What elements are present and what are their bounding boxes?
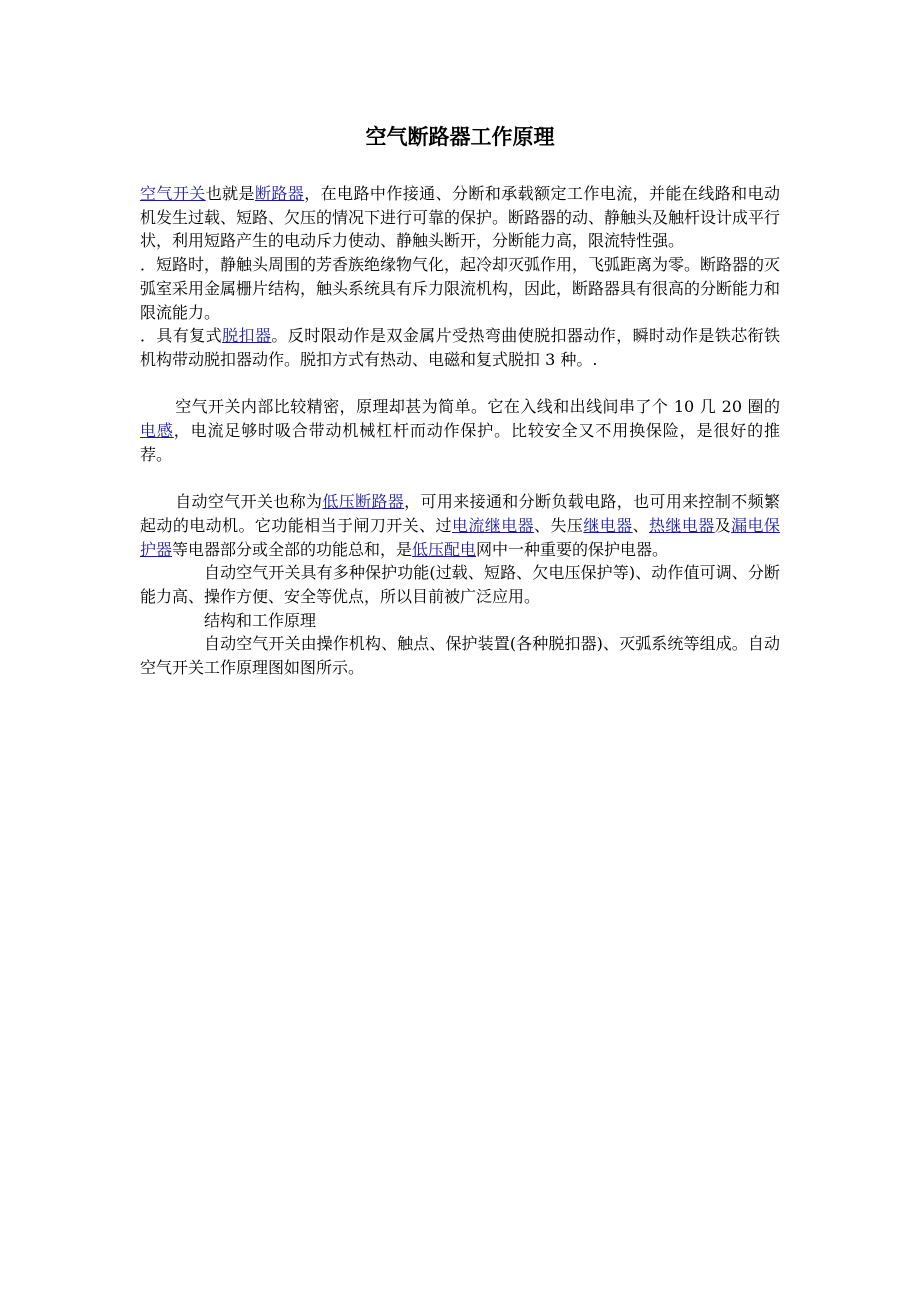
text-segment: 网中一种重要的保护电器。 — [476, 539, 669, 559]
text-segment: ．具有复式 — [140, 326, 223, 346]
link-circuit-breaker[interactable]: 断路器 — [254, 184, 305, 203]
link-air-switch[interactable]: 空气开关 — [140, 184, 206, 203]
paragraph-gap — [140, 372, 780, 396]
link-current-relay[interactable]: 电流继电器 — [451, 515, 535, 535]
paragraph-release — [140, 324, 780, 371]
section-heading-structure: 结构和工作原理 — [204, 610, 317, 630]
text-segment: 。反时限动作是双金属片受热弯曲使脱扣器动作，瞬时动作是铁芯衔铁机构带动脱扣器动作。脱扣方式有热动、电磁和复式脱扣 3 种。. — [140, 326, 780, 369]
link-release-device[interactable]: 脱扣器 — [222, 326, 272, 346]
link-low-voltage-breaker[interactable]: 低压断路器 — [322, 492, 405, 512]
paragraph-automatic-switch — [140, 490, 780, 561]
document-body — [140, 182, 780, 680]
paragraph-structure: 自动空气开关由操作机构、触点、保护装置(各种脱扣器)、灭弧系统等组成。自动空气开关工作原理图如图所示。 — [140, 634, 780, 678]
text-segment: 、 — [632, 515, 649, 535]
text-segment: 及 — [714, 515, 732, 535]
link-relay[interactable]: 继电器 — [583, 515, 633, 535]
text-segment: 空气开关内部比较精密，原理却甚为简单。它在入线和出线间串了个 10 几 20 圈的 — [175, 397, 780, 417]
paragraph-short-circuit: ．短路时，静触头周围的芳香族绝缘物气化，起冷却灭弧作用，飞弧距离为零。断路器的灭弧室采用金属栅片结构，触头系统具有斥力限流机构，因此，断路器具有很高的分断能力和限流能力。 — [140, 255, 781, 322]
paragraph-internal — [140, 395, 780, 466]
text-segment: ，在电路中作接通、分断和承载额定工作电流，并能在线路和电动机发生过载、短路、欠压的情况下进行可靠的保护。断路器的动、静触头及触杆设计成平行状，利用短路产生的电动斥力使动、静触头断开，分断能力高，限流特性强。 — [140, 184, 781, 251]
paragraph-intro — [140, 182, 780, 253]
page-title: 空气断路器工作原理 — [365, 125, 555, 149]
text-segment: ，可用来接通和分断负载电路，也可用来控制不频繁起动的电动机。它功能相当于闸刀开关、过 — [140, 492, 780, 535]
text-segment: 、失压 — [534, 515, 584, 535]
text-segment: 自动空气开关也称为 — [175, 492, 323, 512]
text-segment: 也就是 — [205, 184, 255, 203]
link-leakage-protector[interactable]: 漏电保护器 — [140, 515, 780, 559]
text-segment: ，电流足够时吸合带动机械杠杆而动作保护。比较安全又不用换保险，是很好的推荐。 — [140, 421, 780, 464]
paragraph-protection-functions: 自动空气开关具有多种保护功能(过载、短路、欠电压保护等)、动作值可调、分断能力高、操作方便、安全等优点，所以目前被广泛应用。 — [140, 563, 780, 606]
link-thermal-relay[interactable]: 热继电器 — [649, 515, 715, 535]
link-low-voltage-distribution[interactable]: 低压配电 — [412, 539, 477, 559]
link-inductance[interactable]: 电感 — [140, 421, 174, 441]
paragraph-gap — [140, 466, 780, 490]
text-segment: 等电器部分或全部的功能总和，是 — [172, 539, 413, 559]
